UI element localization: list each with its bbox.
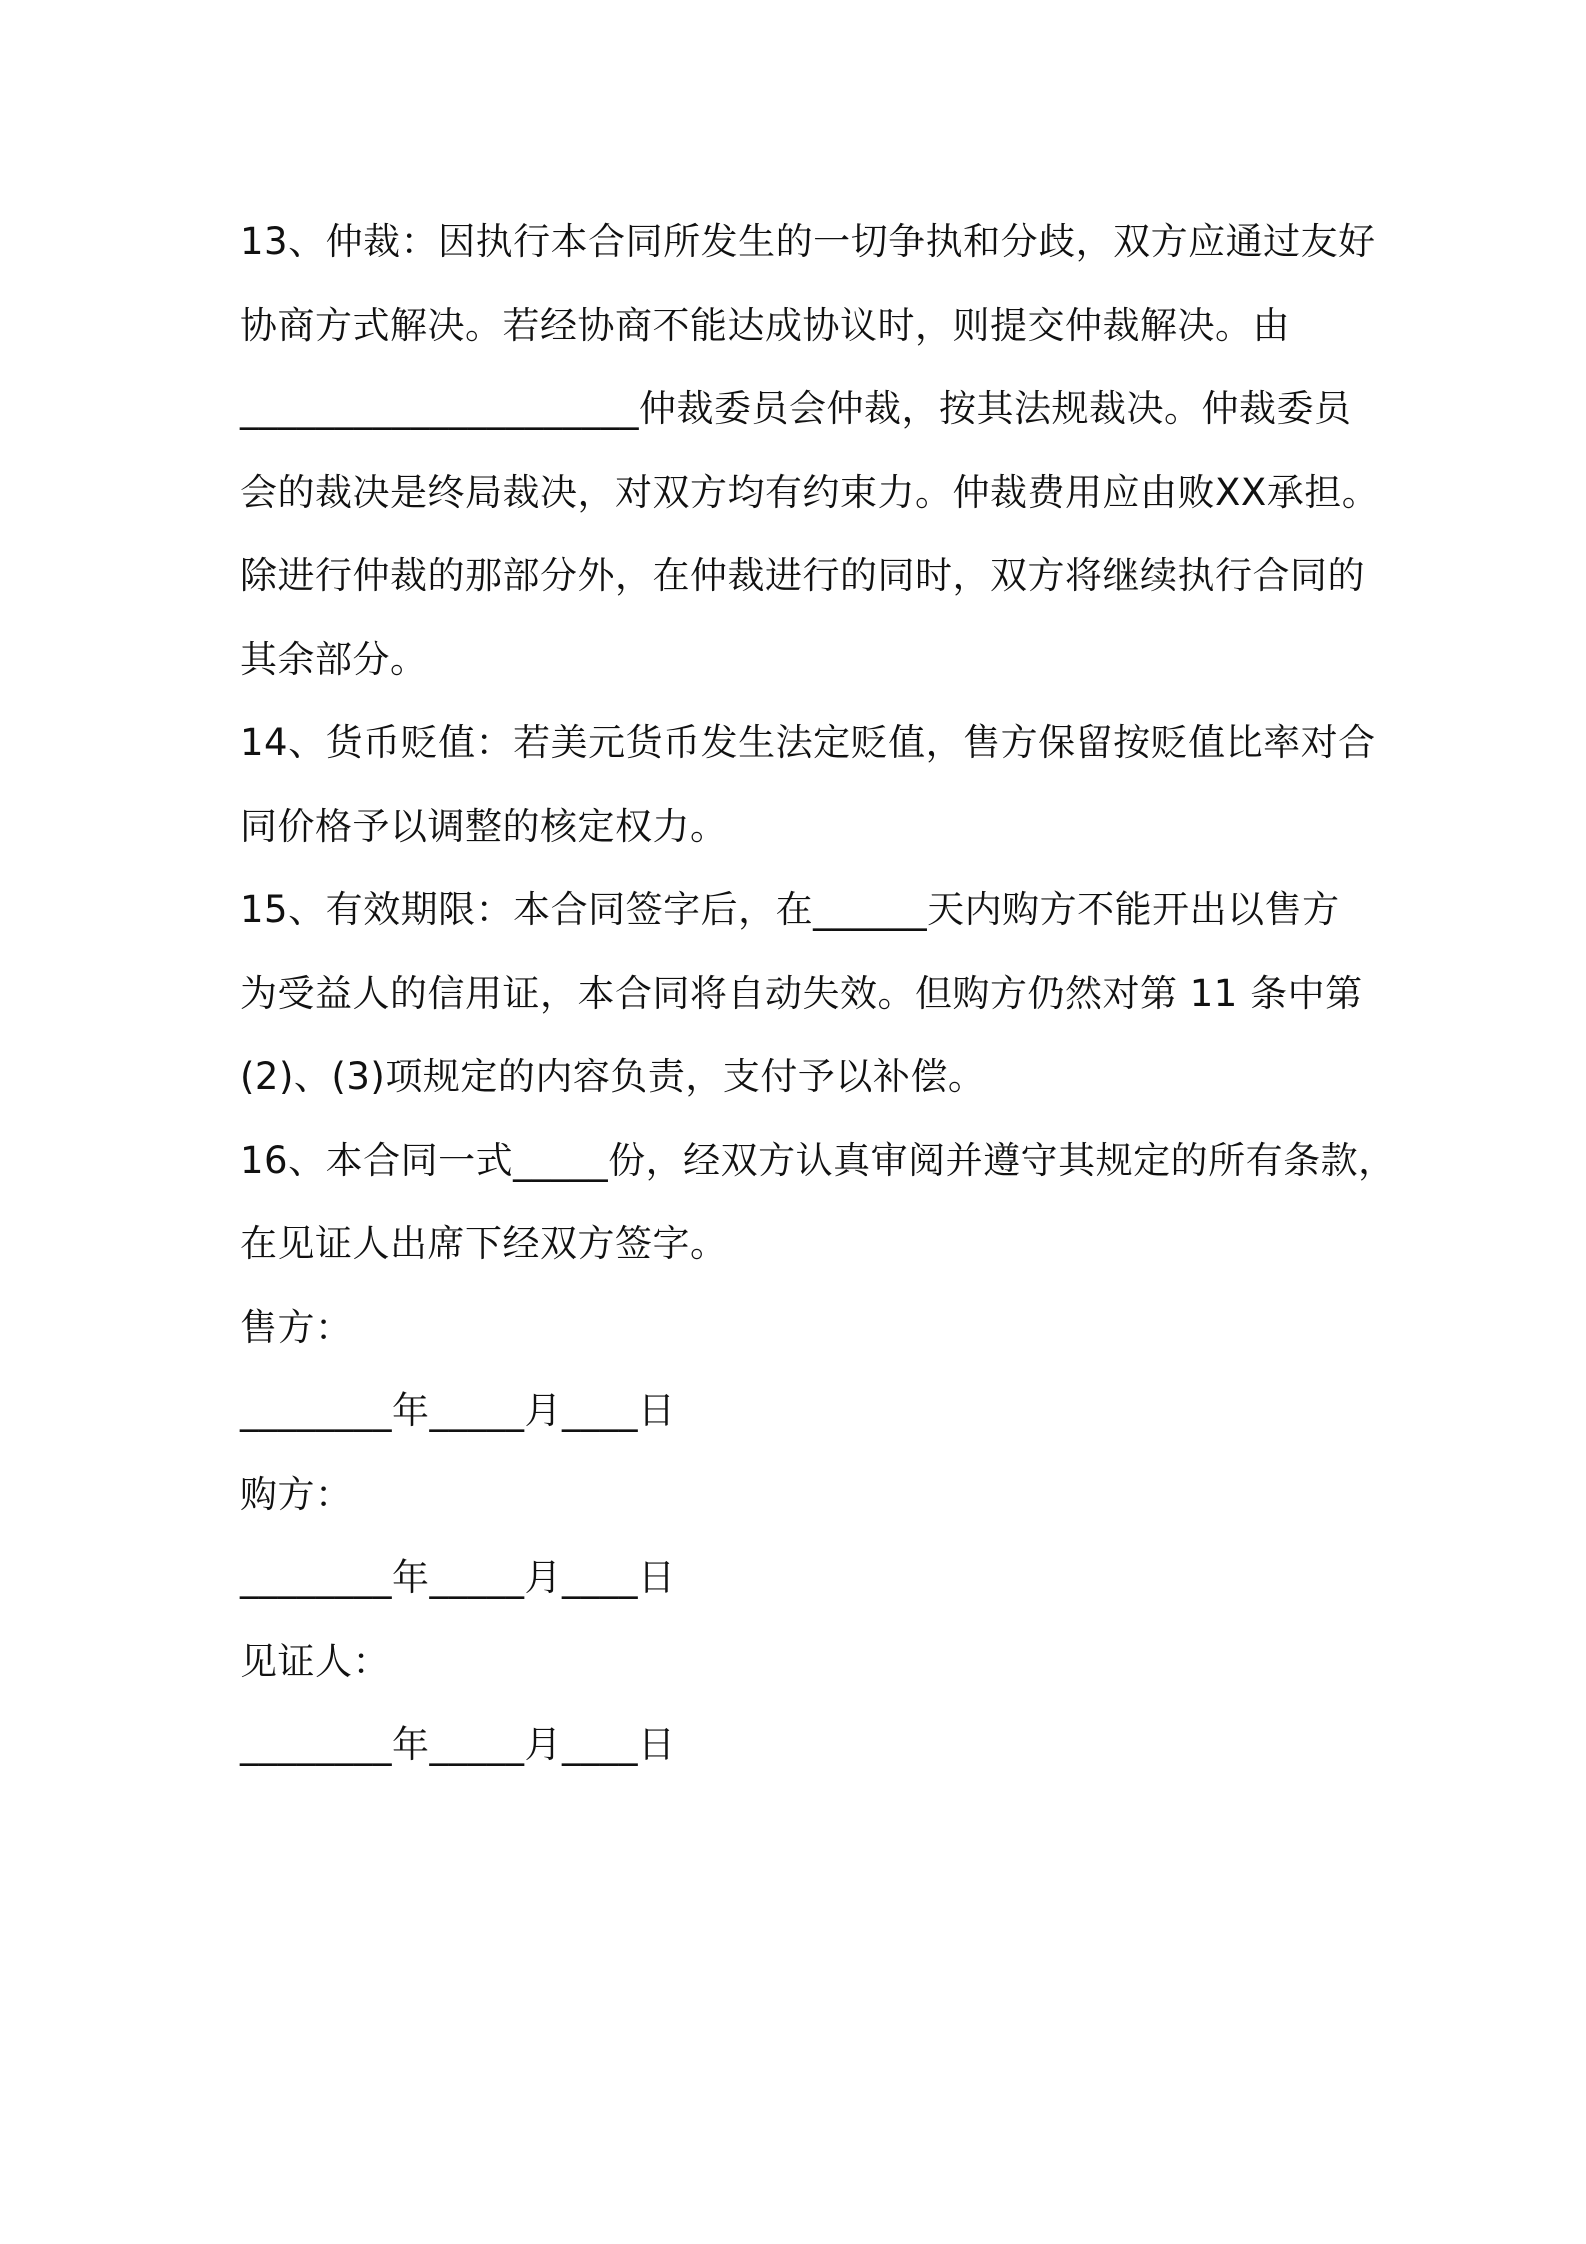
clause-13-line-1: 13、仲裁：因执行本合同所发生的一切争执和分歧，双方应通过友好 [240, 220, 1376, 263]
buyer-label: 购方： [240, 1472, 353, 1516]
clause-16-line-2: 在见证人出席下经双方签字。 [240, 1222, 728, 1265]
buyer-date-line: ________年_____月____日 [240, 1556, 676, 1599]
clause-16-line-1: 16、本合同一式_____份，经双方认真审阅并遵守其规定的所有条款， [240, 1138, 1396, 1182]
clause-15-line-1: 15、有效期限：本合同签字后，在______天内购方不能开出以售方 [240, 888, 1340, 931]
clause-15-line-3: (2)、(3)项规定的内容负责，支付予以补偿。 [240, 1055, 986, 1098]
clause-15-line-2: 为受益人的信用证，本合同将自动失效。但购方仍然对第 11 条中第 [240, 971, 1363, 1015]
contract-text [240, 200, 1396, 1787]
clause-13-line-5: 除进行仲裁的那部分外，在仲裁进行的同时，双方将继续执行合同的 [240, 554, 1365, 597]
clause-13-line-4: 会的裁决是终局裁决，对双方均有约束力。仲裁费用应由败XX承担。 [240, 470, 1380, 514]
clause-13-line-3: _____________________仲裁委员会仲裁，按其法规裁决。仲裁委员 [240, 387, 1352, 430]
seller-date-line: ________年_____月____日 [240, 1389, 676, 1432]
clause-14-line-2: 同价格予以调整的核定权力。 [240, 804, 728, 848]
clause-14-line-1: 14、货币贬值：若美元货币发生法定贬值，售方保留按贬值比率对合 [240, 721, 1376, 764]
seller-label: 售方： [240, 1305, 353, 1349]
witness-date-line: ________年_____月____日 [240, 1723, 676, 1766]
clause-13-line-6: 其余部分。 [240, 637, 428, 681]
witness-label: 见证人： [240, 1639, 390, 1683]
clause-13-line-2: 协商方式解决。若经协商不能达成协议时，则提交仲裁解决。由 [240, 303, 1290, 347]
